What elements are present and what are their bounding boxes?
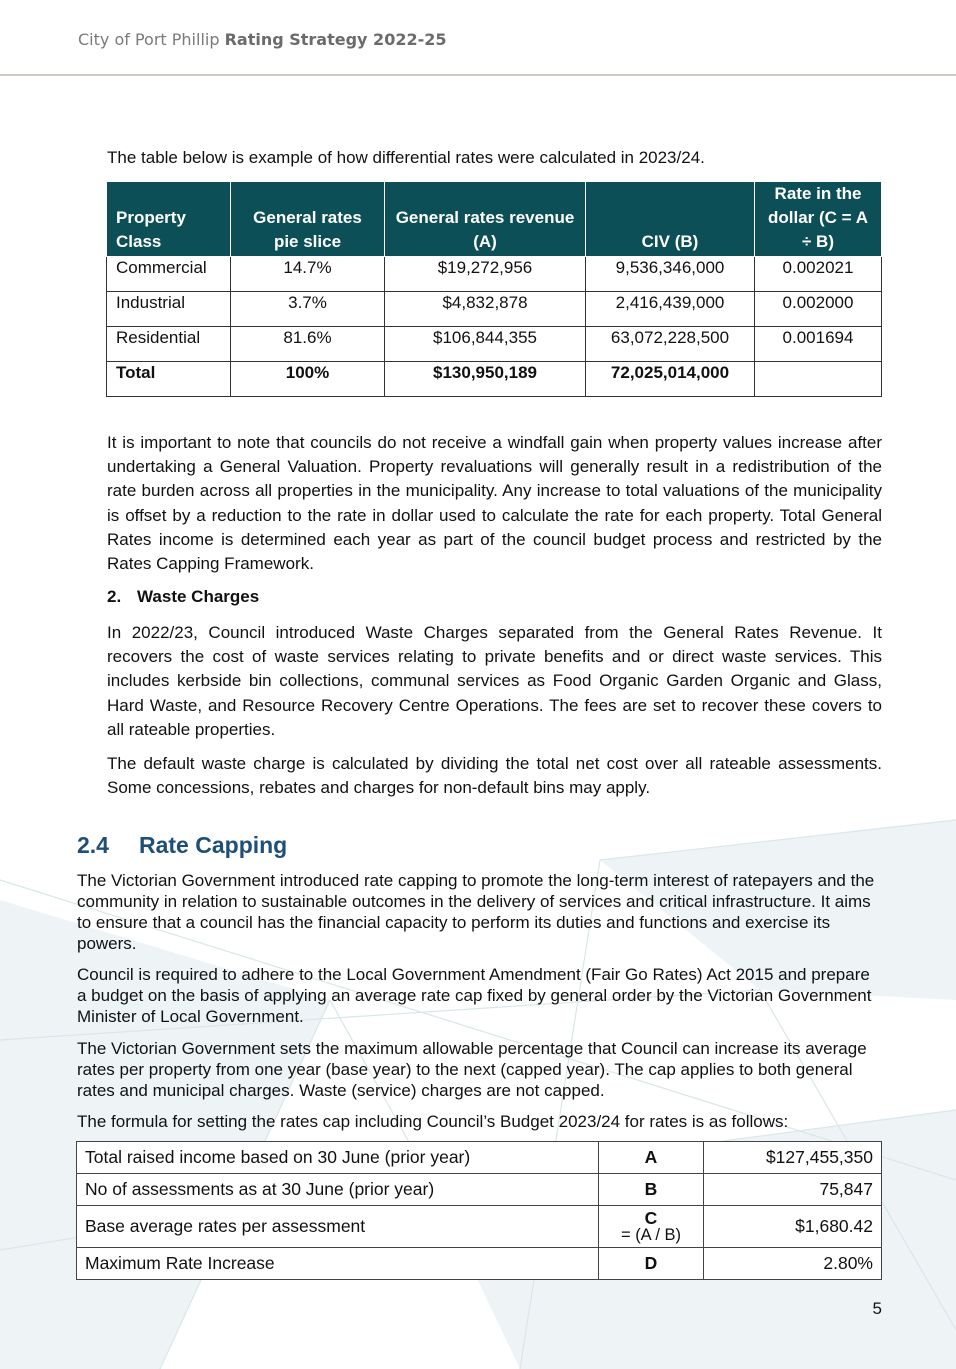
table-total-row bbox=[107, 362, 882, 397]
waste-heading-number: 2. bbox=[107, 587, 122, 606]
section-title: Rate Capping bbox=[139, 832, 288, 858]
table-cell: Base average rates per assessment bbox=[77, 1206, 599, 1248]
column-header: Property Class bbox=[107, 182, 231, 257]
column-header: CIV (B) bbox=[586, 182, 755, 257]
table-row bbox=[107, 257, 882, 292]
rate-cap-paragraph-3: The Victorian Government sets the maximum allowable percentage that Council can increase its average rates per property from one year (base year) to the next (capped year). The cap applies to both general rates and municipal charges. Waste (service) charges are not capped. bbox=[77, 1039, 867, 1100]
page-header bbox=[78, 30, 447, 49]
table-row bbox=[107, 292, 882, 327]
table-row bbox=[77, 1206, 882, 1248]
waste-paragraph-2: The default waste charge is calculated by dividing the total net cost over all rateable assessments. Some concessions, rebates and charges for non-default bins may apply. bbox=[107, 754, 882, 798]
column-header: General rates pie slice bbox=[231, 182, 385, 257]
waste-heading-title: Waste Charges bbox=[137, 587, 260, 606]
formula-letter: A bbox=[644, 1147, 658, 1167]
rate-capping-heading bbox=[77, 832, 287, 859]
table-header-row bbox=[107, 182, 882, 257]
table-cell: 0.002021 bbox=[755, 257, 882, 292]
header-doc-title: Rating Strategy 2022-25 bbox=[224, 30, 447, 49]
table-row bbox=[77, 1142, 882, 1174]
header-org: City of Port Phillip bbox=[78, 30, 220, 49]
table-cell: Industrial bbox=[107, 292, 231, 327]
table-cell: 14.7% bbox=[231, 257, 385, 292]
column-header: Rate in the dollar (C = A ÷ B) bbox=[755, 182, 882, 257]
page-number: 5 bbox=[872, 1299, 882, 1318]
formula-expression: = (A / B) bbox=[620, 1225, 682, 1244]
table-cell: $1,680.42 bbox=[704, 1206, 882, 1248]
rate-cap-paragraph-2: Council is required to adhere to the Local Government Amendment (Fair Go Rates) Act 2015 and prepare a budget on the basis of applying an average rate cap fixed by general order by the Victorian Government Minister of Local Government. bbox=[77, 965, 872, 1026]
formula-letter: D bbox=[644, 1253, 658, 1273]
table-row bbox=[77, 1248, 882, 1280]
table-cell: Commercial bbox=[107, 257, 231, 292]
table-cell: Total bbox=[107, 362, 231, 397]
table-cell: 2,416,439,000 bbox=[586, 292, 755, 327]
table-cell: 2.80% bbox=[704, 1248, 882, 1280]
table-cell bbox=[599, 1174, 704, 1206]
table-cell: $4,832,878 bbox=[385, 292, 586, 327]
rate-cap-paragraph-4: The formula for setting the rates cap including Council’s Budget 2023/24 for rates is as follows: bbox=[77, 1112, 789, 1131]
table-cell: $127,455,350 bbox=[704, 1142, 882, 1174]
table-row bbox=[77, 1174, 882, 1206]
windfall-paragraph: It is important to note that councils do not receive a windfall gain when property values increase after undertaking a General Valuation. Property revaluations will generally result in a redistribution of the rate burden across all properties in the municipality. Any increase to total valuations of the municipality is offset by a reduction to the rate in dollar used to calculate the rate for each property. Total General Rates income is determined each year as part of the council budget process and restricted by the Rates Capping Framework. bbox=[107, 433, 882, 574]
column-header: General rates revenue (A) bbox=[385, 182, 586, 257]
table-cell: Residential bbox=[107, 327, 231, 362]
header-rule bbox=[0, 74, 956, 76]
table-cell: 72,025,014,000 bbox=[586, 362, 755, 397]
table-cell bbox=[599, 1206, 704, 1248]
table-cell: 100% bbox=[231, 362, 385, 397]
intro-text: The table below is example of how differential rates were calculated in 2023/24. bbox=[107, 148, 705, 167]
table-cell: $130,950,189 bbox=[385, 362, 586, 397]
differential-rates-table bbox=[106, 181, 882, 397]
table-cell: 0.001694 bbox=[755, 327, 882, 362]
table-cell: 75,847 bbox=[704, 1174, 882, 1206]
rate-cap-formula-table bbox=[76, 1141, 882, 1280]
table-cell: 0.002000 bbox=[755, 292, 882, 327]
table-cell: $19,272,956 bbox=[385, 257, 586, 292]
waste-paragraph-1: In 2022/23, Council introduced Waste Charges separated from the General Rates Revenue. It recovers the cost of waste services relating to private benefits and or direct waste services. This includes kerbside bin collections, communal services as Food Organic Garden Organic and Glass, Hard Waste, and Resource Recovery Centre Operations. The fees are set to recover these covers to all rateable properties. bbox=[107, 623, 882, 739]
table-cell: $106,844,355 bbox=[385, 327, 586, 362]
table-cell: Total raised income based on 30 June (prior year) bbox=[77, 1142, 599, 1174]
waste-charges-heading bbox=[107, 587, 259, 607]
table-cell: Maximum Rate Increase bbox=[77, 1248, 599, 1280]
table-cell: 9,536,346,000 bbox=[586, 257, 755, 292]
table-cell bbox=[599, 1248, 704, 1280]
table-cell bbox=[599, 1142, 704, 1174]
section-number: 2.4 bbox=[77, 832, 109, 858]
formula-letter: B bbox=[644, 1179, 658, 1199]
table-cell: 3.7% bbox=[231, 292, 385, 327]
rate-cap-paragraph-1: The Victorian Government introduced rate capping to promote the long-term interest of ratepayers and the community in relation to sustainable outcomes in the delivery of services and critical infrastructure. It aims to ensure that a council has the financial capacity to perform its duties and functions and exercise its powers. bbox=[77, 871, 875, 953]
formula-letter: C bbox=[644, 1207, 658, 1228]
table-cell: No of assessments as at 30 June (prior year) bbox=[77, 1174, 599, 1206]
table-cell: 81.6% bbox=[231, 327, 385, 362]
table-cell: 63,072,228,500 bbox=[586, 327, 755, 362]
table-cell bbox=[755, 362, 882, 397]
table-row bbox=[107, 327, 882, 362]
